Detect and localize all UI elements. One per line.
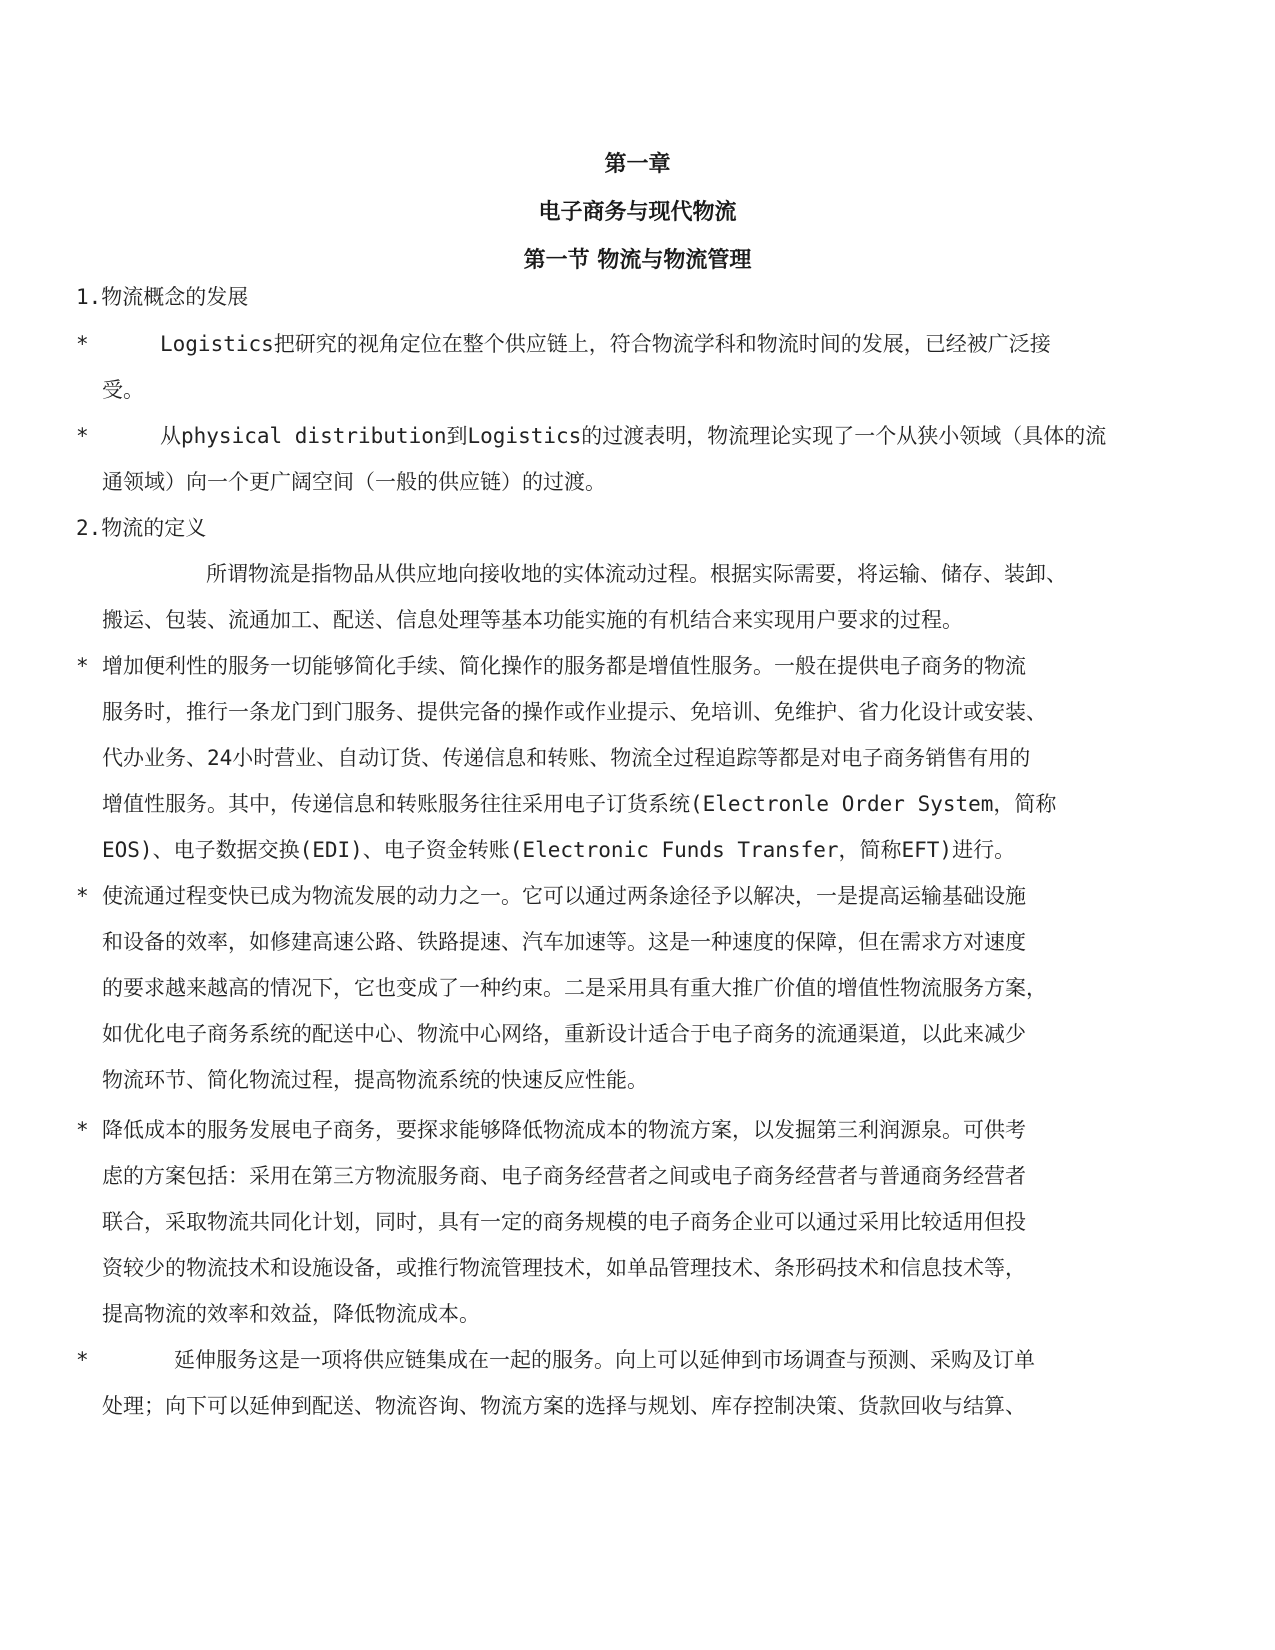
paragraph-line: 服务时，推行一条龙门到门服务、提供完备的操作或作业提示、免培训、免维护、省力化设计或安装、: [102, 700, 1047, 724]
section-heading: 第一节 物流与物流管理: [523, 248, 752, 273]
paragraph-line: EOS)、电子数据交换(EDI)、电子资金转账(Electronic Funds Transfer，简称EFT)进行。: [102, 838, 1016, 862]
paragraph-line: 增加便利性的服务一切能够简化手续、简化操作的服务都是增值性服务。一般在提供电子商务的物流: [102, 654, 1026, 678]
paragraph-line: 如优化电子商务系统的配送中心、物流中心网络，重新设计适合于电子商务的流通渠道，以此来减少: [102, 1022, 1026, 1046]
paragraph-line: 所谓物流是指物品从供应地向接收地的实体流动过程。根据实际需要，将运输、储存、装卸、: [206, 562, 1067, 586]
paragraph-line: 增值性服务。其中，传递信息和转账服务往往采用电子订货系统(Electronle Order System，简称: [102, 792, 1057, 816]
paragraph-line: 虑的方案包括：采用在第三方物流服务商、电子商务经营者之间或电子商务经营者与普通商务经营者: [102, 1164, 1026, 1188]
paragraph-line: 的要求越来越高的情况下，它也变成了一种约束。二是采用具有重大推广价值的增值性物流服务方案，: [102, 976, 1047, 1000]
chapter-title: 电子商务与现代物流: [538, 200, 737, 225]
paragraph-line: 资较少的物流技术和设施设备，或推行物流管理技术，如单品管理技术、条形码技术和信息技术等，: [102, 1256, 1026, 1280]
paragraph-line: 延伸服务这是一项将供应链集成在一起的服务。向上可以延伸到市场调查与预测、采购及订单: [174, 1348, 1035, 1372]
paragraph-line: 通领域）向一个更广阔空间（一般的供应链）的过渡。: [102, 470, 606, 494]
bullet-marker: *: [76, 332, 89, 356]
section-title-2: 2.物流的定义: [76, 516, 207, 540]
bullet-marker: *: [76, 1348, 89, 1372]
paragraph-line: 联合，采取物流共同化计划，同时，具有一定的商务规模的电子商务企业可以通过采用比较适用但投: [102, 1210, 1026, 1234]
paragraph-line: 搬运、包装、流通加工、配送、信息处理等基本功能实施的有机结合来实现用户要求的过程。: [102, 608, 963, 632]
bullet-marker: *: [76, 654, 89, 678]
paragraph-line: 降低成本的服务发展电子商务，要探求能够降低物流成本的物流方案，以发掘第三利润源泉。可供考: [102, 1118, 1026, 1142]
paragraph-line: Logistics把研究的视角定位在整个供应链上，符合物流学科和物流时间的发展，已经被广泛接: [160, 332, 1051, 356]
paragraph-line: 处理；向下可以延伸到配送、物流咨询、物流方案的选择与规划、库存控制决策、货款回收与结算、: [102, 1394, 1026, 1418]
paragraph-line: 使流通过程变快已成为物流发展的动力之一。它可以通过两条途径予以解决，一是提高运输基础设施: [102, 884, 1026, 908]
paragraph-line: 和设备的效率，如修建高速公路、铁路提速、汽车加速等。这是一种速度的保障，但在需求方对速度: [102, 930, 1026, 954]
bullet-marker: *: [76, 1118, 89, 1142]
bullet-marker: *: [76, 884, 89, 908]
bullet-marker: *: [76, 424, 89, 448]
paragraph-line: 受。: [102, 378, 144, 402]
paragraph-line: 代办业务、24小时营业、自动订货、传递信息和转账、物流全过程追踪等都是对电子商务销售有用的: [102, 746, 1031, 770]
paragraph-line: 物流环节、简化物流过程，提高物流系统的快速反应性能。: [102, 1068, 648, 1092]
paragraph-line: 提高物流的效率和效益，降低物流成本。: [102, 1302, 480, 1326]
section-title-1: 1.物流概念的发展: [76, 285, 249, 309]
paragraph-line: 从physical distribution到Logistics的过渡表明，物流理论实现了一个从狭小领域（具体的流: [160, 424, 1107, 448]
chapter-heading: 第一章: [604, 152, 671, 177]
